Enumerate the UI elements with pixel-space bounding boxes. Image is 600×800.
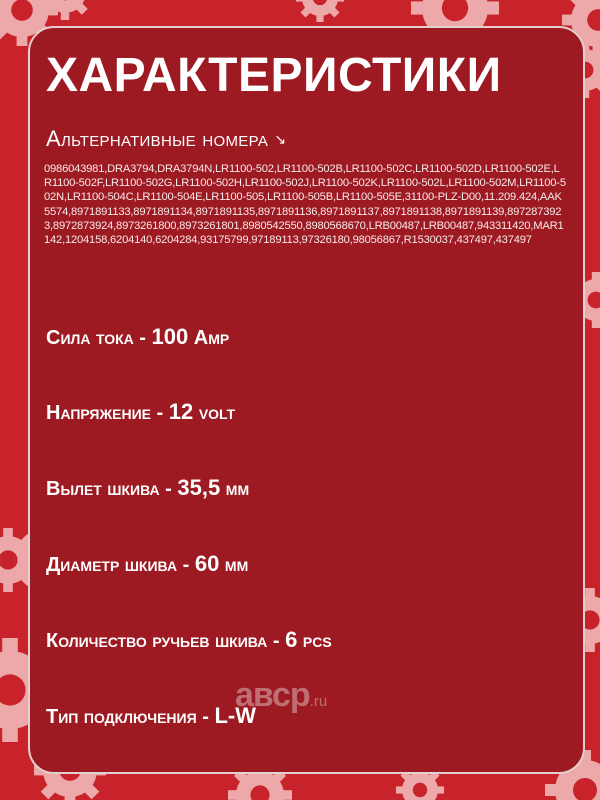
- spec-label: Количество ручьев шкива: [46, 630, 268, 652]
- spec-value: 35,5: [177, 475, 221, 500]
- spec-value: 12: [168, 399, 194, 424]
- page-title: ХАРАКТЕРИСТИКИ: [46, 49, 502, 102]
- spec-connection-type: [46, 703, 256, 729]
- spec-separator: -: [133, 327, 152, 349]
- spec-label: Вылет шкива: [46, 478, 160, 500]
- spec-pulley-offset: [46, 475, 249, 501]
- alt-numbers-heading: [46, 126, 286, 152]
- spec-pulley-diameter: [46, 551, 248, 577]
- gear-icon: [296, 0, 344, 22]
- spec-label: Тип подключения: [46, 706, 203, 728]
- spec-separator: -: [159, 478, 178, 500]
- spec-separator: -: [267, 630, 286, 652]
- spec-value: 6: [285, 627, 298, 652]
- alt-numbers-list: 0986043981,DRA3794,DRA3794N,LR1100-502,LR1100-502B,LR1100-502C,LR1100-502D,LR1100-502E,LR1100-502F,LR1100-502G,LR1100-502H,LR1100-502J,LR1100-502K,LR1100-502L,LR1100-502M,LR1100-502N,LR1100-504C,LR1100-504E,LR1100-505,LR1100-505B,LR1100-505E,31100-PLZ-D00,11.209.424,AAK5574,8971891133,8971891134,8971891135,8971891136,8971891137,8971891138,8971891139,8972873923,8972873924,8973261800,8973261801,8980542550,8980568670,LRB00487,LRB00487,943311420,MAR1142,1204158,6204140,6204284,93175799,97189113,97326180,98056867,R1530037,437497,437497: [44, 163, 566, 247]
- spec-pulley-grooves: [46, 627, 332, 653]
- alt-numbers-label: Альтернативные номера: [46, 126, 269, 151]
- spec-value: 100: [151, 324, 189, 349]
- spec-unit: мм: [220, 478, 250, 500]
- spec-unit: pcs: [297, 630, 332, 652]
- spec-current: [46, 324, 229, 350]
- spec-label: Сила тока: [46, 327, 134, 349]
- spec-separator: -: [151, 402, 169, 424]
- specs-card: [28, 26, 585, 774]
- watermark-suffix: .ru: [309, 693, 328, 710]
- spec-voltage: [46, 399, 235, 425]
- spec-label: Напряжение: [46, 402, 151, 424]
- watermark-logo: [235, 676, 327, 715]
- spec-separator: -: [177, 554, 195, 576]
- spec-unit: мм: [219, 554, 249, 576]
- spec-value: L-W: [214, 703, 256, 728]
- watermark-text: aвсp: [235, 676, 310, 714]
- spec-value: 60: [194, 551, 220, 576]
- spec-label: Диаметр шкива: [46, 554, 178, 576]
- spec-separator: -: [202, 706, 215, 728]
- spec-unit: volt: [193, 402, 236, 424]
- arrow-down-right-icon: ↘: [274, 131, 287, 147]
- spec-unit: Amp: [188, 327, 230, 349]
